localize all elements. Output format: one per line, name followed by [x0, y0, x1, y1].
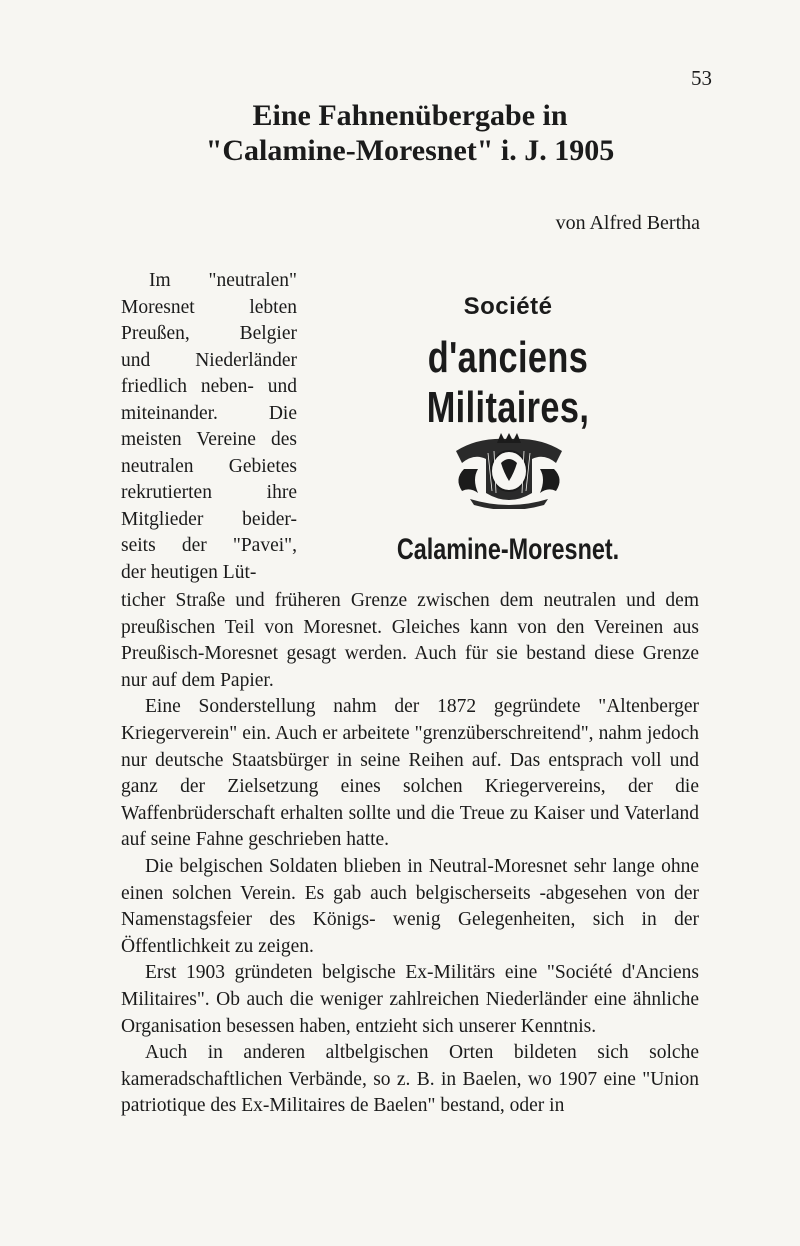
- narrow-line: neutralen Gebietes: [121, 455, 297, 477]
- narrow-line: seits der "Pavei",: [121, 535, 297, 556]
- emblem-line-anciens-militaires: d'anciens Militaires,: [426, 333, 590, 432]
- society-emblem: [318, 285, 698, 585]
- narrow-line: meisten Vereine des: [121, 429, 297, 450]
- paragraph: Erst 1903 gründeten belgische Ex-Militärs eine "Société d'Anciens Militaires". Ob auch die weniger zahlreichen Niederländer eine ähnliche Organisation besessen haben, entzieht sich unserer Kenntnis.: [121, 962, 699, 1037]
- paragraph: Eine Sonderstellung nahm der 1872 gegründete "Altenberger Kriegerverein" ein. Auch er arbeitete "grenzüberschreitend", nahm jedoch nur deutsche Staatsbürger in seine Reihen auf. Das entsprach voll und ganz der Zielsetzung eines solchen Kriegervereins, der die Waffenbrüderschaft erhalten sollte und die Treue zu Kaiser und Vaterland auf seine Fahne geschrieben hatte.: [121, 696, 699, 851]
- narrow-line: friedlich neben- und: [121, 376, 297, 397]
- article-body: [121, 588, 699, 1120]
- article-title: [120, 98, 700, 168]
- author-byline: von Alfred Bertha: [555, 212, 700, 234]
- emblem-line-societe: Société: [463, 293, 553, 320]
- title-line-1: Eine Fahnenübergabe in: [252, 99, 568, 132]
- narrow-line: Mitglieder beider-: [121, 508, 297, 530]
- narrow-line: und Niederländer: [121, 349, 297, 371]
- narrow-line: der heutigen Lüt-: [121, 561, 257, 583]
- narrow-line: miteinander. Die: [121, 402, 297, 424]
- paragraph: Die belgischen Soldaten blieben in Neutral-Moresnet sehr lange ohne einen solchen Verein. Es gab auch belgischerseits -abgesehen von der Namenstagsfeier des Königs- wenig Gelegenheiten, sich in der Öffentlichkeit zu zeigen.: [121, 855, 699, 957]
- paragraph: ticher Straße und früheren Grenze zwischen dem neutralen und dem preußischen Teil von Moresnet. Gleiches kann von den Vereinen aus Preußisch-Moresnet gesagt werden. Auch für sie bestand diese Grenze nur auf dem Papier.: [121, 590, 699, 691]
- narrow-line: Im "neutralen": [149, 270, 297, 291]
- belgian-coat-of-arms-icon: [448, 433, 570, 509]
- title-line-2: "Calamine-Moresnet" i. J. 1905: [205, 134, 615, 167]
- paragraph: Auch in anderen altbelgischen Orten bildeten sich solche kameradschaftlichen Verbände, so z. B. in Baelen, wo 1907 eine "Union patriotique des Ex-Militaires de Baelen" bestand, oder in: [121, 1042, 699, 1117]
- page-number: 53: [691, 66, 712, 90]
- emblem-line-place: Calamine-Moresnet.: [396, 533, 620, 566]
- narrow-line: Preußen, Belgier: [121, 323, 297, 344]
- narrow-text-column: [121, 268, 297, 586]
- narrow-line: rekrutierten ihre: [121, 482, 297, 503]
- narrow-line: Moresnet lebten: [121, 296, 297, 318]
